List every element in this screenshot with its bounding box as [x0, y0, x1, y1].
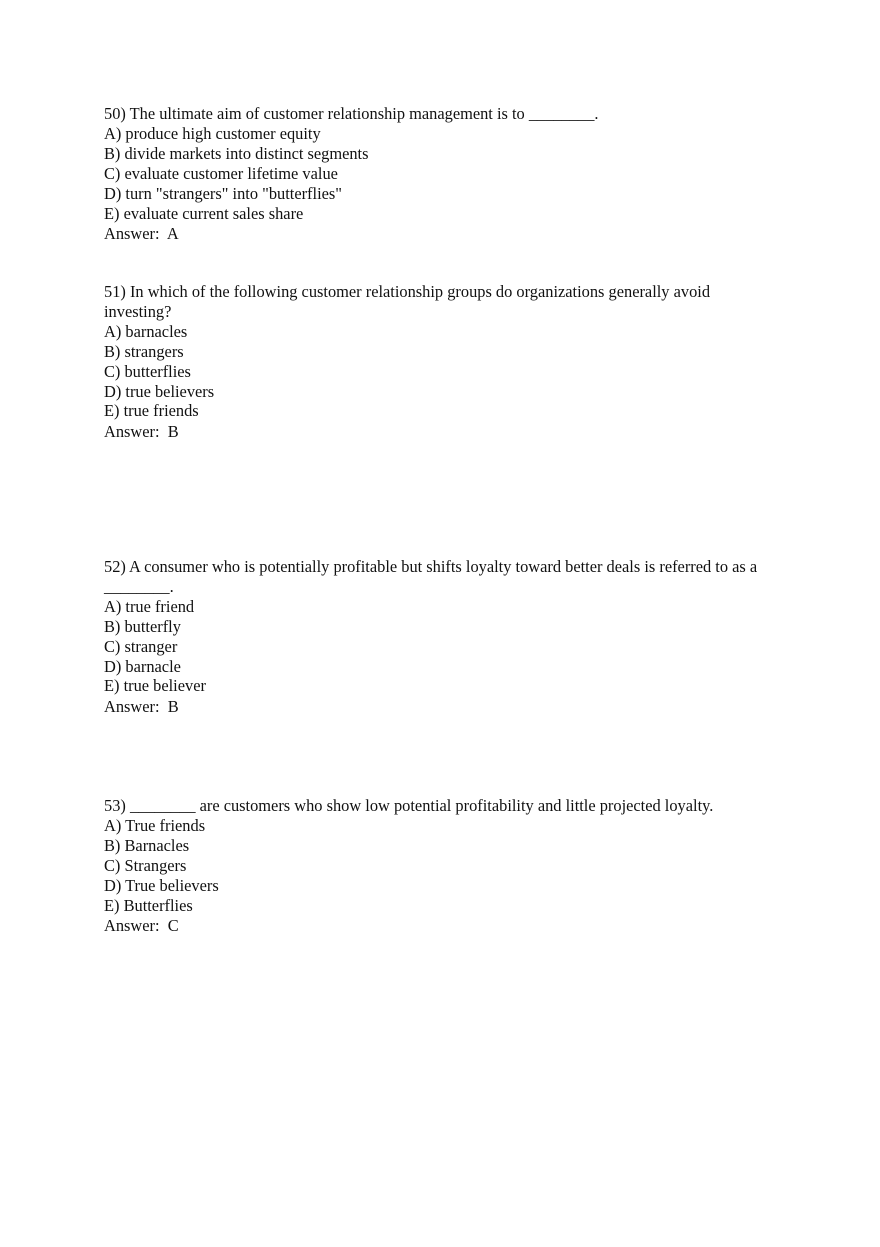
question-50 — [104, 104, 774, 244]
option-a: A) produce high customer equity — [104, 123, 321, 143]
option-d: D) True believers — [104, 875, 219, 895]
option-e: E) true believer — [104, 676, 206, 696]
option-b: B) butterfly — [104, 616, 181, 636]
option-c: C) Strangers — [104, 855, 187, 875]
answer-key: Answer: A — [104, 224, 179, 244]
option-e: E) Butterflies — [104, 895, 193, 915]
option-d: D) true believers — [104, 381, 215, 401]
option-b: B) strangers — [104, 341, 184, 361]
option-c: C) stranger — [104, 636, 178, 656]
answer-key: Answer: C — [104, 916, 179, 936]
question-stem: 52) A consumer who is potentially profitable but shifts loyalty toward better deals is referred to as a ________. — [104, 557, 762, 596]
question-52 — [104, 557, 774, 717]
question-stem: 50) The ultimate aim of customer relationship management is to ________. — [104, 104, 599, 123]
option-e: E) true friends — [104, 401, 199, 421]
option-d: D) barnacle — [104, 656, 181, 676]
answer-key: Answer: B — [104, 697, 179, 717]
question-stem: 51) In which of the following customer relationship groups do organizations generally avoid investing? — [104, 282, 715, 321]
option-a: A) True friends — [104, 815, 206, 835]
option-a: A) true friend — [104, 596, 195, 616]
option-c: C) butterflies — [104, 361, 191, 381]
question-stem: 53) ________ are customers who show low potential profitability and little projected loyalty. — [104, 796, 714, 815]
option-a: A) barnacles — [104, 321, 188, 341]
question-51 — [104, 282, 774, 442]
question-53 — [104, 796, 774, 936]
option-d: D) turn "strangers" into "butterflies" — [104, 183, 342, 203]
option-c: C) evaluate customer lifetime value — [104, 163, 338, 183]
option-b: B) divide markets into distinct segments — [104, 143, 369, 163]
option-e: E) evaluate current sales share — [104, 203, 304, 223]
answer-key: Answer: B — [104, 422, 179, 442]
option-b: B) Barnacles — [104, 835, 190, 855]
